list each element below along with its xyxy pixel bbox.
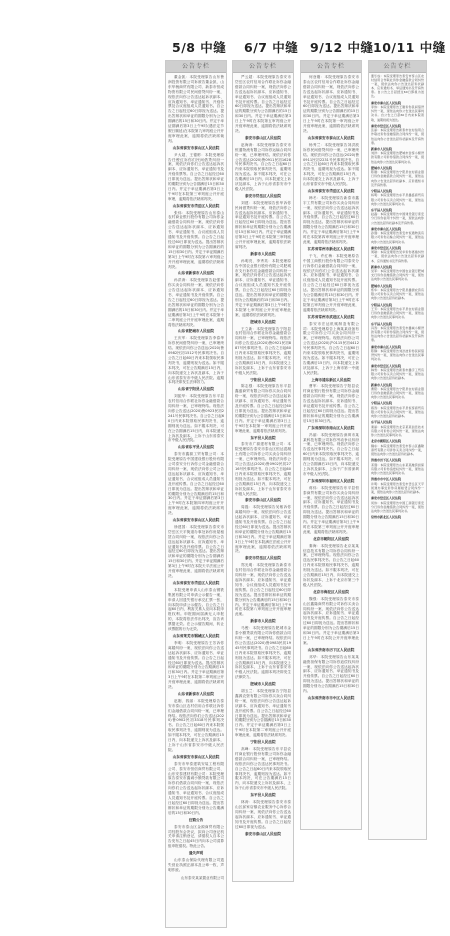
notice-paragraph: 孙明亮、李秀英：本院受理原告中国农业银行股份有限公司肥城市支行诉你们金融借款合同纠纷一案，现依法向你们公告送达起诉状副本、应诉通知书、举证通知书、合议庭组成人员通知书及开庭传票。自公告之日起经过60日即视为送达。提出答辩状和举证的期限分别为公告期满后的15日和30日内。并定于举证期满后第3日上午9时在本院第七审判庭公开开庭审理此案，逾期将依法缺席判决。 — [235, 258, 291, 317]
notice-court-name: 泰安市岱岳区人民法院 — [245, 556, 281, 561]
notice-paragraph: 于飞、许红梅：本院受理原告中国工商银行股份有限公司泰安分行诉你们金融借款合同纠纷一案，现依法向你们公告送达起诉状副本、应诉通知书、举证通知书、合议庭组成人员通知书及开庭传票。自公告之日起经过60日即视为送达。提出答辩状和举证的期限分别为公告期满后的15日和30日内。并定于举证期满后第3日上午9时在本院第五审判庭公开开庭审理此案，逾期将依法缺席判决。 — [303, 253, 359, 312]
notice-paragraph: 秦海：本院受理原告北京某某信息技术有限公司诉你合同纠纷一案，已审理终结。现依法向你公告送达民事判决书。自公告之日起60日内来本院领取民事判决书，逾期则视为送达。如不服本判决，可在公告期满后15日内，向本院递交上诉状及副本，上诉于北京市第三中级人民法院。 — [303, 543, 359, 587]
notice-court-name: 山东省肥城市人民法院 — [178, 329, 214, 334]
notice-court-name: 东平县人民法院 — [371, 420, 393, 425]
notice-paragraph: 秦丽：本院受理原告北京某某信息技术有限公司诉你合同纠纷一案，现依法向你公告送达民事判决书。 — [371, 425, 424, 438]
column-label: 10/11 中缝 — [373, 40, 446, 55]
notice-paragraph: 徐建国：本院受理原告泰安市岱岳区天平街道办事处诉你房屋租赁合同纠纷一案，现依法向你公告送达起诉状副本、应诉通知书、举证通知书及开庭传票。自公告之日起经过60日即视为送达。提出答辩状和举证的期限分别为公告期满后15日和30日内。并定于举证期满后第3日上午9时在本院天平法庭公开开庭审理此案，逾期将依法缺席判决。 — [168, 524, 224, 578]
notice-paragraph: 赵刚、钱丽：本院受理原告泰安市泰山区农村信用合作联社诉你们金融借款合同纠纷一案，已审理终结。现依法向你们公告送达(2020)鲁0902民初3318号民事判决书。自公告之日起60日内来本院领取民事判决书，逾期则视为送达。如不服本判决，可在公告期满后15日内，向本院递交上诉状及副本，上诉于山东省泰安市中级人民法院。 — [168, 698, 224, 752]
notice-court-name: 泰安市岱岳区人民法院 — [245, 193, 281, 198]
notice-court-name: 泰安市泰山区人民法院 — [371, 344, 402, 349]
notice-court-name: 泰安市岱岳区人民法院 — [371, 245, 402, 250]
notice-paragraph: 赵磊：本院受理原告中国建设银行泰安分行诉你信用卡纠纷一案，现依法向你公告送达起诉状副本及开庭传票。 — [371, 212, 424, 225]
notice-paragraph: 泰安市广源建材有限公司：本院受理原告泰安市泰山区恒达混凝土有限公司诉你公司买卖合同纠纷一案，已审理终结。现依法向你公司公告送达(2020)鲁0902民初2716号民事判决书。自公告之日起60日内来本院领取民事判决书，逾期则视为送达。如不服本判决，可在公告期满后15日内，向本院递交上诉状及副本，上诉于山东省泰安市中级人民法院。 — [235, 442, 291, 496]
notice-court-name: 山东省莱芜市钢城区人民法院 — [172, 633, 220, 638]
notice-paragraph: 李明：本院受理原告王芳诉你离婚纠纷一案，现依法向你公告送达起诉状副本、应诉通知书、举证通知书及开庭传票。自公告之日起经过60日即视为送达。提出答辩状和举证的期限分别为公告期满后15日和30日内。并定于举证期满后第3日上午9时在本院第二审判庭公开开庭审理此案，逾期将依法缺席判决。 — [168, 640, 224, 690]
notice-paragraph: 陈志强：本院受理原告东平县鑫盛商贸有限公司诉你买卖合同纠纷一案，现依法向你公告送达起诉状副本、应诉通知书、举证通知书及开庭传票。自公告之日起经过60日即视为送达。提出答辩状和举证的期限分别为公告期满后15日和30日内。并定于举证期满后第3日上午9时在本院第一审判庭公开开庭审理此案，逾期将依法缺席判决。 — [235, 384, 291, 433]
notice-paragraph: 赵海涛：本院受理原告泰安市恒通物流有限公司诉你运输合同纠纷一案，已审理终结。现依法向你公告送达(2020)鲁0911民初1628号民事判决书。自公告之日起60日内来本院领取民事判决书，逾期则视为送达。如不服本判决，可在公告期满后15日内，向本院递交上诉状及副本，上诉于山东省泰安市中级人民法院。 — [235, 142, 291, 191]
notice-paragraph: 王立新：本院受理原告宁阳县农村信用合作联社诉你金融借款合同纠纷一案，已审理终结。现依法向你公告送达(2020)鲁0921民初887号民事判决书。自公告之日起60日内来本院领取民事判决书，逾期则视为送达。如不服本判决，可在公告期满后15日内，向本院递交上诉状及副本，上诉于山东省泰安市中级人民法院。 — [235, 326, 291, 375]
notice-paragraph: 韩冬：本院受理原告新泰市鑫宇工贸有限公司诉你买卖合同纠纷一案，现依法向你公告送达起诉状副本、应诉通知书、举证通知书及开庭传票。自公告之日起经过60日即视为送达。提出答辩状和举证的期限分别为公告期满后15日和30日内。并定于举证期满后第3日上午9时在本院第四审判庭公开开庭审理此案，逾期将依法缺席判决。 — [303, 195, 359, 244]
notice-paragraph: 何登刚：本院受理原告泰安市泰山区农村信用合作联社诉你金融借款合同纠纷一案，现依法向你公告送达起诉状副本、应诉通知书、举证通知书、合议庭组成人员通知书及开庭传票。自公告之日起经过60日即视为送达。提出答辩状和举证的期限分别为公告期满后的15日和30日内。并定于举证期满后第3日上午9时在本院第一审判庭公开开庭审理此案，逾期将依法缺席判决。 — [303, 75, 359, 133]
strip-body — [301, 73, 361, 701]
notice-court-name: 济南市市中区人民法院 — [371, 477, 402, 482]
notice-court-name: 新泰市人民法院 — [250, 251, 276, 256]
notice-court-name: 山东省泰安市泰山区人民法院 — [172, 754, 220, 759]
notice-paragraph: 陈刚：本院受理原告宁阳县农村商业银行诉你金融借款合同纠纷一案，现依法向你公告送达起诉状副本、应诉通知书及开庭传票。 — [371, 170, 424, 187]
notice-court-name: 新泰市人民法院 — [371, 382, 393, 387]
notice-paragraph: 尹大超、王德彬：本院受理原告任俊红诉你们民间借贷纠纷一案，现依法向你们公告送达起诉状副本、应诉通知书、举证通知书及开庭传票等。自公告之日起经过60日即视为送达。提出答辩状和举证的期限分别为公告期满后15日和30日内。并定于举证期满后第3日上午9时在本院第三审判庭公开开庭审理，逾期将依法缺席判决。 — [168, 152, 224, 201]
notice-court-name: 北京市朝阳区人民法院 — [313, 536, 349, 541]
notice-paragraph: 冯涛：本院受理原告泰安市鑫诚小额贷款有限公司诉你借款合同纠纷一案，现依法向你公告送达起诉状副本及开庭传票。 — [371, 326, 424, 343]
strip-body — [369, 73, 426, 519]
notice-paragraph: 周敏：本院受理原告吴华诉你离婚纠纷一案，现依法向你公告送达起诉状副本、应诉通知书及开庭传票。 — [371, 250, 424, 263]
strip-header: 公告专栏 — [369, 61, 426, 73]
notice-paragraph: 何伟：本院受理原告中国工商银行泰安分行诉你金融借款合同纠纷一案，现依法向你公告送达民事判决书。 — [371, 501, 424, 514]
notice-paragraph: 胡玉兰：本院受理原告宁阳县鑫源农资有限公司诉你买卖合同纠纷一案，现依法向你公告送达起诉状副本、应诉通知书、举证通知书及开庭传票。自公告之日起经过60日即视为送达。提出答辩状和举证的期限分别为公告期满后15日和30日内。并定于举证期满后第3日上午9时在本院第二审判庭公开开庭审理此案，逾期将依法缺席判决。 — [235, 689, 291, 738]
notice-paragraph: 曹阳：本院受理原告宁阳县农村商业银行诉你金融借款合同纠纷一案，现依法向你公告送达民事判决书。 — [371, 387, 424, 400]
strip-header: 公告专栏 — [233, 61, 293, 73]
notice-court-name: 泰安市岱岳区人民法院 — [371, 363, 402, 368]
notice-court-name: 宁阳县人民法院 — [250, 740, 276, 745]
notice-paragraph: 冯丽：本院受理原告深圳市某某科技有限公司诉你劳动争议纠纷一案，已审理终结。现依法向你公告送达民事判决书。自公告之日起60日内来本院领取民事判决书，逾期则视为送达。如不服本判决，可在公告期满后15日内，向本院递交上诉状及副本，上诉于广东省深圳市中级人民法院。 — [303, 432, 359, 476]
notice-paragraph: 孙强：本院受理原告泰安市恒通物流有限公司诉你运输合同纠纷一案，现依法向你公告送达民事判决书。 — [371, 231, 424, 244]
notice-paragraph: 张丽：本院受理原告新泰市农村信用合作联社诉你金融借款合同纠纷一案，现依法向你公告送达起诉状副本及开庭传票。 — [371, 128, 424, 145]
notice-court-name: 东平县人民法院 — [250, 435, 276, 440]
notice-court-name: 山东省泰安市泰山区人民法院 — [172, 518, 220, 523]
notice-court-name: 山东省新泰市人民法院 — [178, 271, 214, 276]
notice-paragraph: 刘建：本院受理原告张华诉你民间借贷纠纷一案，现依法向你公告送达起诉状副本、应诉通知书、举证通知书及开庭传票。自公告之日起经过60日即视为送达。提出答辩状和举证的期限分别为公告期满后15日和30日内。并定于举证期满后第3日上午9时在本院第三审判庭公开开庭审理此案，逾期将依法缺席判决。 — [235, 200, 291, 249]
notice-paragraph: 泰安市宏达机械制造有限公司：本院受理原告上海某某设备有限公司诉你公司买卖合同纠纷一案，已审理终结。现依法向你公司公告送达(2020)沪0115民初4412号民事判决书。自公告之日起60日内来本院领取民事判决书，逾期则视为送达。如不服本判决，可在公告期满后15日内，向本院递交上诉状及副本，上诉于上海市第一中级人民法院。 — [303, 321, 359, 375]
notice-court-name: 泰安市泰山区人民法院 — [245, 831, 281, 836]
notice-court-name: 宁阳县人民法院 — [250, 377, 276, 382]
notice-court-name: 肥城市人民法院 — [371, 283, 393, 288]
notice-court-name: 济南市历下区人民法院 — [371, 458, 402, 463]
notice-paragraph: 魏东：本院受理原告泰安市泰山区鑫隆商贸有限公司诉你买卖合同纠纷一案，现依法向你公告送达起诉状副本。 — [371, 444, 424, 457]
notice-court-name: 新泰市人民法院 — [371, 146, 393, 151]
notice-court-name: 遗失声明 — [188, 851, 204, 856]
notice-court-name: 山东省宁阳县人民法院 — [178, 387, 214, 392]
notice-paragraph: 刘振华：本院受理原告东平县农村信用合作联社诉你金融借款合同纠纷一案，已审理终结。现依法向你公告送达(2020)鲁0923民初2241号民事判决书。自公告之日起60日内来本院领取民事判决书，逾期则视为送达。如不服本判决，可在公告期满后15日内，向本院递交上诉状及副本，上诉于山东省泰安市中级人民法院。 — [168, 394, 224, 443]
notice-paragraph: 郑光明：本院受理原告新泰市农村信用合作联社诉你金融借款合同纠纷一案，现依法向你公告送达起诉状副本、应诉通知书、举证通知书、合议庭组成人员通知书及开庭传票。自公告之日起经过60日即视为送达。提出答辩状和举证的期限分别为公告期满后的15日和30日内。并定于举证期满后第3日上午9时在本院第八审判庭公开开庭审理此案。 — [235, 563, 291, 617]
notice-paragraph: 董乐成：本院受理原告泰安市泰山区农村信用合作联社诉你金融借款合同纠纷一案，现依法向你公告送达起诉状副本、应诉通知书、举证通知书及开庭传票。自公告之日起经过60日即视为送达。 — [371, 74, 424, 99]
notice-paragraph: 张伟：本院受理原告山东泰山农村商业银行股份有限公司诉你金融借款合同纠纷一案，现依法向你公告送达起诉状副本、应诉通知书、举证通知书、合议庭组成人员通知书及开庭传票。自公告之日起经过60日即视为送达。提出答辩状和举证的期限分别为公告期满后的15日和30日内。并定于举证期满后第3日上午9时在本院第六审判庭公开开庭审理此案，逾期将依法缺席判决。 — [168, 210, 224, 269]
notice-paragraph: 泰安市泰山区金源商贸有限公司经股东会决议，拟向公司登记机关申请注销登记，请债权人自本公告发布之日起45日内向本公司清算组申报债权。特此公告。 — [168, 824, 224, 849]
notice-court-name: 常州市新北区人民法院 — [371, 515, 402, 520]
notice-court-name: 注销公告 — [188, 817, 204, 822]
notice-paragraph: 蒋伟：本院受理原告东平县恒泰商贸有限公司诉你买卖合同纠纷一案，现依法向你公告送达起诉状副本、应诉通知书、举证通知书及开庭传票。自公告之日起经过60日即视为送达。提出答辩状和举证的期限分别为公告期满后15日和30日内。并定于举证期满后第3日上午9时在本院第三审判庭公开开庭审理此案，逾期将依法缺席判决。 — [303, 485, 359, 534]
notice-paragraph: 蒋涛：本院受理原告东平县恒泰商贸有限公司诉你买卖合同纠纷一案，现依法向你公告送达起诉状副本。 — [371, 406, 424, 419]
notice-court-name: 北京市朝阳区人民法院 — [371, 439, 402, 444]
notice-paragraph: 吴军：本院受理原告中国农业银行肥城支行诉你金融借款合同纠纷一案，现依法向你公告送达民事判决书。 — [371, 269, 424, 282]
notice-paragraph: 邓华：本院受理原告山东某某融资担保有限公司诉你追偿权纠纷一案，现依法向你公告送达起诉状副本、应诉通知书、举证通知书及开庭传票。自公告之日起经过60日即视为送达。提出答辩状和举证的期限分别为公告期满后15日和30日内。 — [303, 654, 359, 694]
notice-paragraph: 邓强：本院受理原告山东某某融资担保有限公司诉你追偿权纠纷一案，现依法向你公告送达民事判决书。 — [371, 463, 424, 476]
notice-court-name: 江苏省常州市武进区人民法院 — [307, 314, 355, 319]
notice-paragraph: 郑华：本院受理原告宁阳县鑫源农资有限公司诉你买卖合同纠纷一案，现依法向你公告送达起诉状副本。 — [371, 288, 424, 301]
column-label: 5/8 中缝 — [172, 40, 227, 55]
notice-court-name: 山东省泰安市岱岳区人民法院 — [307, 188, 355, 193]
notice-court-name: 新泰市人民法院 — [250, 619, 276, 624]
notice-paragraph: 严云超：本院受理原告泰安市岱岳区农村信用合作联社诉你金融借款合同纠纷一案，现依法向你公告送达起诉状副本、应诉通知书、举证通知书、合议庭组成人员通知书及开庭传票。自公告之日起经过60日即视为送达。提出答辩状和举证的期限分别为公告期满后的15日和30日内。并定于举证期满后第3日上午9时在本院第五审判庭公开开庭审理此案，逾期将依法缺席判决。 — [235, 75, 291, 133]
notice-paragraph: 陈静：本院受理原告刘洪波诉你民间借贷纠纷一案，现依法向你公告送达民事判决书。 — [371, 349, 424, 362]
notice-court-name: 山东省泰安市泰山区人民法院 — [172, 145, 220, 150]
notice-court-name: 宁阳县人民法院 — [371, 188, 393, 193]
notice-court-name: 山东省泰安市岱岳区人民法院 — [172, 580, 220, 585]
column-label: 6/7 中缝 — [244, 40, 299, 55]
strip-header: 公告专栏 — [166, 61, 226, 73]
notice-court-name: 广东省深圳市福田区人民法院 — [307, 478, 355, 483]
notice-paragraph: 刘洋：本院受理原告肥城市金泰小额贷款有限公司诉你借款合同纠纷一案，现依法向你公告送达民事判决书。 — [371, 151, 424, 164]
strip-header: 公告专栏 — [301, 61, 361, 73]
notice-court-name: 泰安市泰山区人民法院 — [371, 100, 402, 105]
notice-court-name: 东平县人民法院 — [371, 207, 393, 212]
notice-court-name: 上海市浦东新区人民法院 — [311, 377, 351, 382]
notice-court-name: 东平县人民法院 — [250, 793, 276, 798]
notice-court-name: 肥城市人民法院 — [250, 319, 276, 324]
notice-paragraph: 魏强：本院受理原告泰安市泰山区鑫隆商贸有限公司诉你买卖合同纠纷一案，现依法向你公告送达起诉状副本、应诉通知书、举证通知书及开庭传票。自公告之日起经过60日即视为送达。提出答辩状和举证的期限分别为公告期满后15日和30日内。并定于举证期满后第3日上午9时在本院公开开庭审理此案。 — [303, 596, 359, 645]
notice-paragraph: 林涛：本院受理原告泰安市泰山区邱家店镇农业服务中心诉你合同纠纷一案，现依法向你公告送达起诉状副本、应诉通知书、举证通知书及开庭传票。自公告之日起经过60日即视为送达。 — [235, 800, 291, 829]
column-label: 9/12 中缝 — [310, 40, 374, 55]
notice-court-name: 山东省新泰市人民法院 — [178, 691, 214, 696]
notice-paragraph: 董金凯：本院受理原告山东鲁润投资有限公司诉被告董金凯、山东华柄商贸有限公司、新泰市恒成物资有限公司民间借贷纠纷一案，现依法向你公告送达起诉状副本、应诉通知书、举证通知书、开庭传票及合议庭组成人员通知书。自公告之日起经过60日即视为送达。提出答辩状和举证的期限分别为公告期满后的15日和30日内。并定于举证期满后第3日上午9时(遇法定节假日顺延)在本院第九审判庭公开开庭审理此案，逾期将依法缺席裁判。 — [168, 75, 224, 143]
notice-paragraph: 高峰：本院受理原告东平县农村商业银行股份有限公司诉你金融借款合同纠纷一案，已审理终结。现依法向你公告送达民事判决书。自公告之日起60日内来本院领取民事判决书，逾期则视为送达。如不服本判决，可在公告期满后15日内，向本院递交上诉状及副本，上诉于山东省泰安市中级人民法院。 — [235, 747, 291, 791]
notice-paragraph: 马俊：本院受理原告肥城市金泰小额贷款有限公司诉你借款合同纠纷一案，已审理终结。现依法向你公告送达(2020)鲁0983民初1945号民事判决书。自公告之日起60日内来本院领取民事判决书，逾期则视为送达。如不服本判决，可在公告期满后15日内，向本院递交上诉状及副本，上诉于山东省泰安市中级人民法院。逾期本判决即发生法律效力。 — [235, 626, 291, 680]
notice-court-name: 广东省深圳市南山区人民法院 — [307, 425, 355, 430]
notice-court-name: 山东省济南市历下区人民法院 — [307, 647, 355, 652]
notice-court-name: 山东省济南市市中区人民法院 — [307, 695, 355, 700]
notice-strip — [165, 60, 227, 928]
notice-court-name: 山东省泰安市岱岳区人民法院 — [172, 203, 220, 208]
notice-paragraph: 孙洪涛：本院受理原告赵强诉你买卖合同纠纷一案，现依法向你公告送达起诉状副本、应诉通知书、举证通知书及开庭传票。自公告之日起经过60日即视为送达。提出答辩状和举证的期限分别为公告期满后的15日和30日内。并定于举证期满后第3日上午9时在本院第十二审判庭公开开庭审理此案，逾期将依法缺席判决。 — [168, 278, 224, 327]
strip-body — [166, 73, 226, 881]
notice-strip — [368, 60, 427, 840]
notice-court-name: 江苏省常州市新北区人民法院 — [307, 246, 355, 251]
notice-strip — [232, 60, 294, 882]
notice-paragraph: 泰安市鑫源工贸有限公司：本院受理原告中国建设银行股份有限公司泰安分行诉你公司金融借款合同纠纷一案，现依法向你公司公告送达起诉状副本、应诉通知书、举证通知书、合议庭组成人员通知书及开庭传票。自公告之日起经过60日即视为送达。提出答辩状和举证的期限分别为公告期满后的15日和30日内。并定于举证期满后第3日上午9时在本院第四审判庭公开开庭审理此案，逾期将依法缺席判决。 — [168, 452, 224, 516]
notice-court-name: 肥城市人民法院 — [250, 682, 276, 687]
notice-paragraph: 李伟：本院受理原告王刚诉你民间借贷纠纷一案，现依法向你公告送达民事判决书。自公告之日起60日内来本院领取，逾期则视为送达。 — [371, 105, 424, 122]
notice-paragraph: 泰安市华泰建筑安装工程有限公司、泰安市恒信商贸有限公司、山东安泰建材有限公司：本院受理原告泰安市鑫诚小额贷款有限公司诉你们借款合同纠纷一案，现依法向你们公告送达起诉状副本、应诉通知书、举证通知书、合议庭组成人员通知书及开庭传票。自公告之日起经过60日即视为送达。提出答辩状和举证的期限分别为公告期满后的15日和30日内。 — [168, 761, 224, 815]
notice-court-name: 肥城市人民法院 — [371, 165, 393, 170]
strip-body — [233, 73, 293, 836]
notice-paragraph: 王庆军：本院受理原告李春华诉你民间借贷纠纷一案，已审理终结。现依法向你公告送达(2020)鲁0982民初1512号民事判决书。自公告之日起60日内来本院领取民事判决书，逾期则视为送达。如不服本判决，可在公告期满后15日内，向本院递交上诉状及副本，上诉于山东省泰安市中级人民法院。逾期本判决即发生法律效力。 — [168, 336, 224, 385]
notice-paragraph: 山东泰安某某置业有限公司 — [180, 875, 224, 880]
notice-paragraph: 周磊：本院受理原告吴敏诉你离婚纠纷一案，现依法向你公告送达起诉状副本、应诉通知书、举证通知书及开庭传票。自公告之日起经过60日即视为送达。提出答辩状和举证的期限分别为公告期满后15日和30日内。并定于举证期满后第3日上午9时在本院满庄法庭公开开庭审理此案，逾期将依法缺席判决。 — [235, 505, 291, 554]
notice-paragraph: 本院受理申请人山东泰山钢铁集团有限公司申请公示催告一案，申请人因遗失银行承兑汇票一张，向本院申请公示催告。自公告之日起60日内，利害关系人应向本院申报权利。申报期间届满无人申报的，本院将依法作出判决，宣告该票据无效。在公示催告期间，转让该票据的行为无效。 — [168, 587, 224, 632]
notice-court-name: 泰安市泰山区人民法院 — [371, 226, 402, 231]
notice-court-name: 泰安市泰山区人民法院 — [245, 498, 281, 503]
notice-paragraph: 杨秀兰：本院受理原告刘洪波诉你民间借贷纠纷一案，已审理终结。现依法向你公告送达(2020)鲁0911民初2231号民事判决书。自公告之日起60日内来本院领取民事判决书，逾期则视为送达。如不服本判决，可在公告期满后15日内，向本院递交上诉状及副本，上诉于山东省泰安市中级人民法院。 — [303, 142, 359, 187]
notice-court-name: 宁阳县人民法院 — [371, 401, 393, 406]
notice-strip — [300, 60, 362, 830]
notice-paragraph: 杨明：本院受理原告东平县鑫盛商贸有限公司诉你买卖合同纠纷一案，现依法向你公告送达民事判决书。 — [371, 193, 424, 206]
notice-court-name: 山东省泰安市泰山区人民法院 — [307, 135, 355, 140]
notice-court-name: 新泰市人民法院 — [371, 264, 393, 269]
notice-paragraph: 曹军：本院受理原告宁阳县农村商业银行股份有限公司诉你金融借款合同纠纷一案，现依法向你公告送达起诉状副本、应诉通知书、举证通知书及开庭传票。自公告之日起经过60日即视为送达。提出答辩状和举证的期限分别为公告期满后15日和30日内。 — [303, 384, 359, 423]
notice-court-name: 泰安市岱岳区人民法院 — [371, 496, 402, 501]
notice-court-name: 东平县人民法院 — [371, 321, 393, 326]
notice-court-name: 山东省东平县人民法院 — [178, 445, 214, 450]
notice-paragraph: 许明：本院受理原告泰安市岱岳区天平街道办事处诉你房屋租赁合同纠纷一案，现依法向你公告送达起诉状副本。 — [371, 482, 424, 495]
notice-paragraph: 王芳：本院受理原告东平县农村商业银行诉你金融借款合同纠纷一案，现依法向你公告送达民事判决书。 — [371, 307, 424, 320]
notice-court-name: 北京市海淀区人民法院 — [313, 589, 349, 594]
notice-paragraph: 韩雪：本院受理原告新泰市鑫宇工贸有限公司诉你买卖合同纠纷一案，现依法向你公告送达起诉状副本。 — [371, 368, 424, 381]
notice-court-name: 泰安市岱岳区人民法院 — [371, 123, 402, 128]
notice-court-name: 宁阳县人民法院 — [371, 302, 393, 307]
notice-court-name: 泰安市泰山区人民法院 — [245, 135, 281, 140]
notice-paragraph: 山东泰山保险代理有限公司遗失营业执照正副本及公章一枚，声明作废。 — [168, 858, 224, 872]
